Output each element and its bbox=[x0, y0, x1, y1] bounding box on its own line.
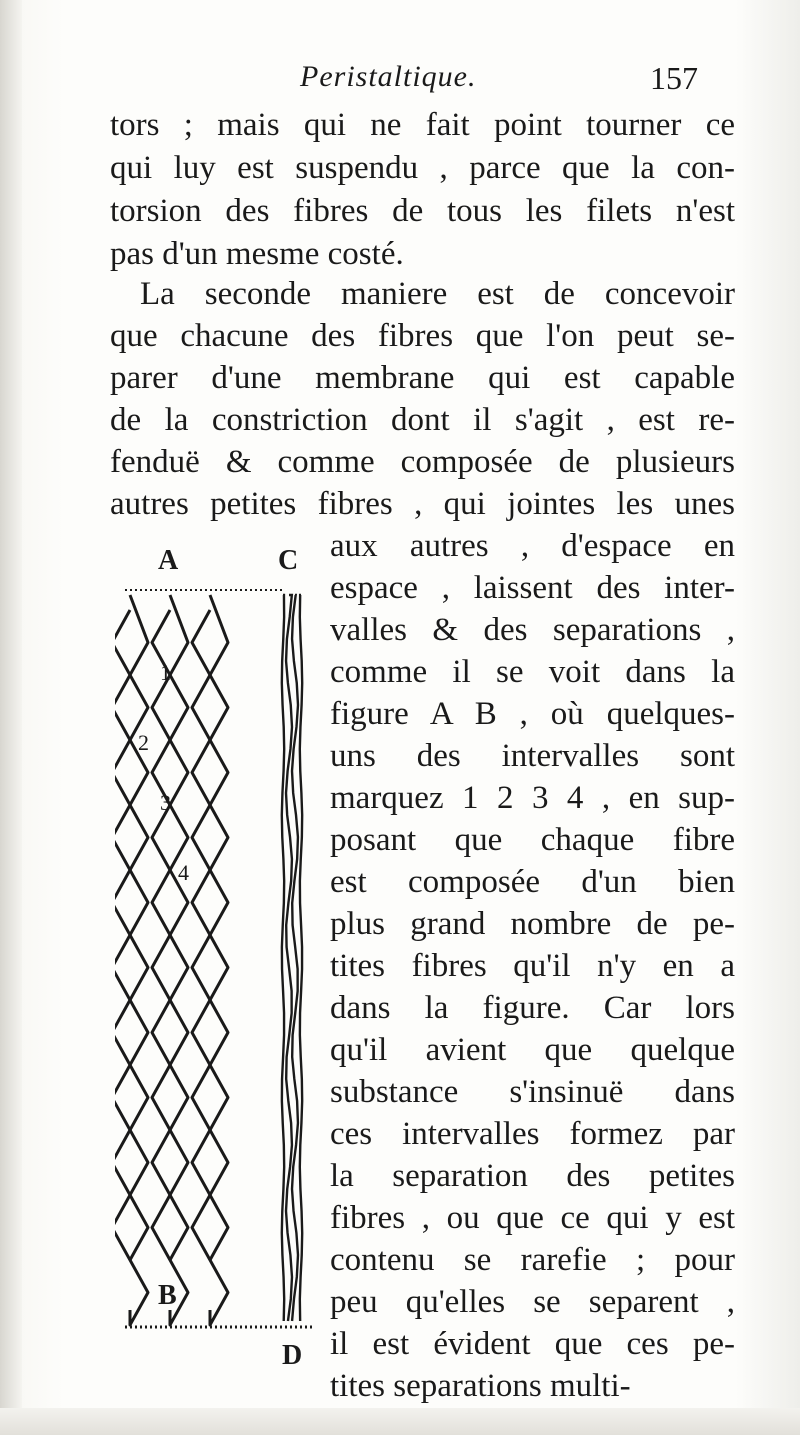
text-line: fibres , ou que ce qui y est bbox=[330, 1200, 735, 1236]
text-line: est composée d'un bien bbox=[330, 864, 735, 900]
text-line: la separation des petites bbox=[330, 1158, 735, 1194]
interval-number-3: 3 bbox=[160, 790, 171, 815]
fibre-figure bbox=[115, 575, 315, 1355]
text-line: il est évident que ces pe- bbox=[330, 1326, 735, 1362]
text-line: plus grand nombre de pe- bbox=[330, 906, 735, 942]
text-line: autres petites fibres , qui jointes les unes bbox=[110, 486, 735, 522]
text-line: peu qu'elles se separent , bbox=[330, 1284, 735, 1320]
text-line: posant que chaque fibre bbox=[330, 822, 735, 858]
running-head: Peristaltique. bbox=[300, 60, 477, 93]
text-line: uns des intervalles sont bbox=[330, 738, 735, 774]
text-line: torsion des fibres de tous les filets n'est bbox=[110, 193, 735, 229]
twisted-strand bbox=[282, 595, 284, 1321]
text-line: figure A B , où quelques- bbox=[330, 696, 735, 732]
text-line: de la constriction dont il s'agit , est re- bbox=[110, 402, 735, 438]
twisted-strand bbox=[300, 595, 302, 1321]
figure-label-b: B bbox=[158, 1280, 177, 1311]
text-line: ces intervalles formez par bbox=[330, 1116, 735, 1152]
text-line: marquez 1 2 3 4 , en sup- bbox=[330, 780, 735, 816]
twisted-strand bbox=[292, 595, 298, 1321]
page-number: 157 bbox=[650, 60, 698, 96]
text-line: contenu se rarefie ; pour bbox=[330, 1242, 735, 1278]
twisted-strand bbox=[286, 595, 292, 1321]
fibre-strand bbox=[115, 610, 148, 1260]
figure-cd-fibres bbox=[282, 595, 302, 1321]
text-line: tites separations multi- bbox=[330, 1368, 631, 1404]
figure-label-d: D bbox=[282, 1340, 303, 1371]
text-line: substance s'insinuë dans bbox=[330, 1074, 735, 1110]
text-line: tors ; mais qui ne fait point tourner ce bbox=[110, 107, 735, 143]
interval-number-1: 1 bbox=[160, 660, 171, 685]
page-bottom-edge bbox=[0, 1408, 800, 1435]
figure-ab-fibres bbox=[115, 595, 228, 1325]
text-line: aux autres , d'espace en bbox=[330, 528, 735, 564]
interval-number-2: 2 bbox=[138, 730, 149, 755]
text-line: qui luy est suspendu , parce que la con- bbox=[110, 150, 735, 186]
text-line: valles & des separations , bbox=[330, 612, 735, 648]
text-line: La seconde maniere est de concevoir bbox=[140, 276, 735, 312]
fibre-strand bbox=[152, 610, 188, 1260]
fibre-strand bbox=[192, 610, 228, 1260]
text-line: pas d'un mesme costé. bbox=[110, 236, 404, 272]
text-line: tites fibres qu'il n'y en a bbox=[330, 948, 735, 984]
text-line: qu'il avient que quelque bbox=[330, 1032, 735, 1068]
text-line: comme il se voit dans la bbox=[330, 654, 735, 690]
interval-number-4: 4 bbox=[178, 860, 189, 885]
text-line: parer d'une membrane qui est capable bbox=[110, 360, 735, 396]
figure-label-c: C bbox=[278, 545, 299, 576]
text-line: que chacune des fibres que l'on peut se- bbox=[110, 318, 735, 354]
text-line: fenduë & comme composée de plusieurs bbox=[110, 444, 735, 480]
figure-label-a: A bbox=[158, 545, 179, 576]
text-line: dans la figure. Car lors bbox=[330, 990, 735, 1026]
text-line: espace , laissent des inter- bbox=[330, 570, 735, 606]
page-left-edge bbox=[0, 0, 22, 1435]
